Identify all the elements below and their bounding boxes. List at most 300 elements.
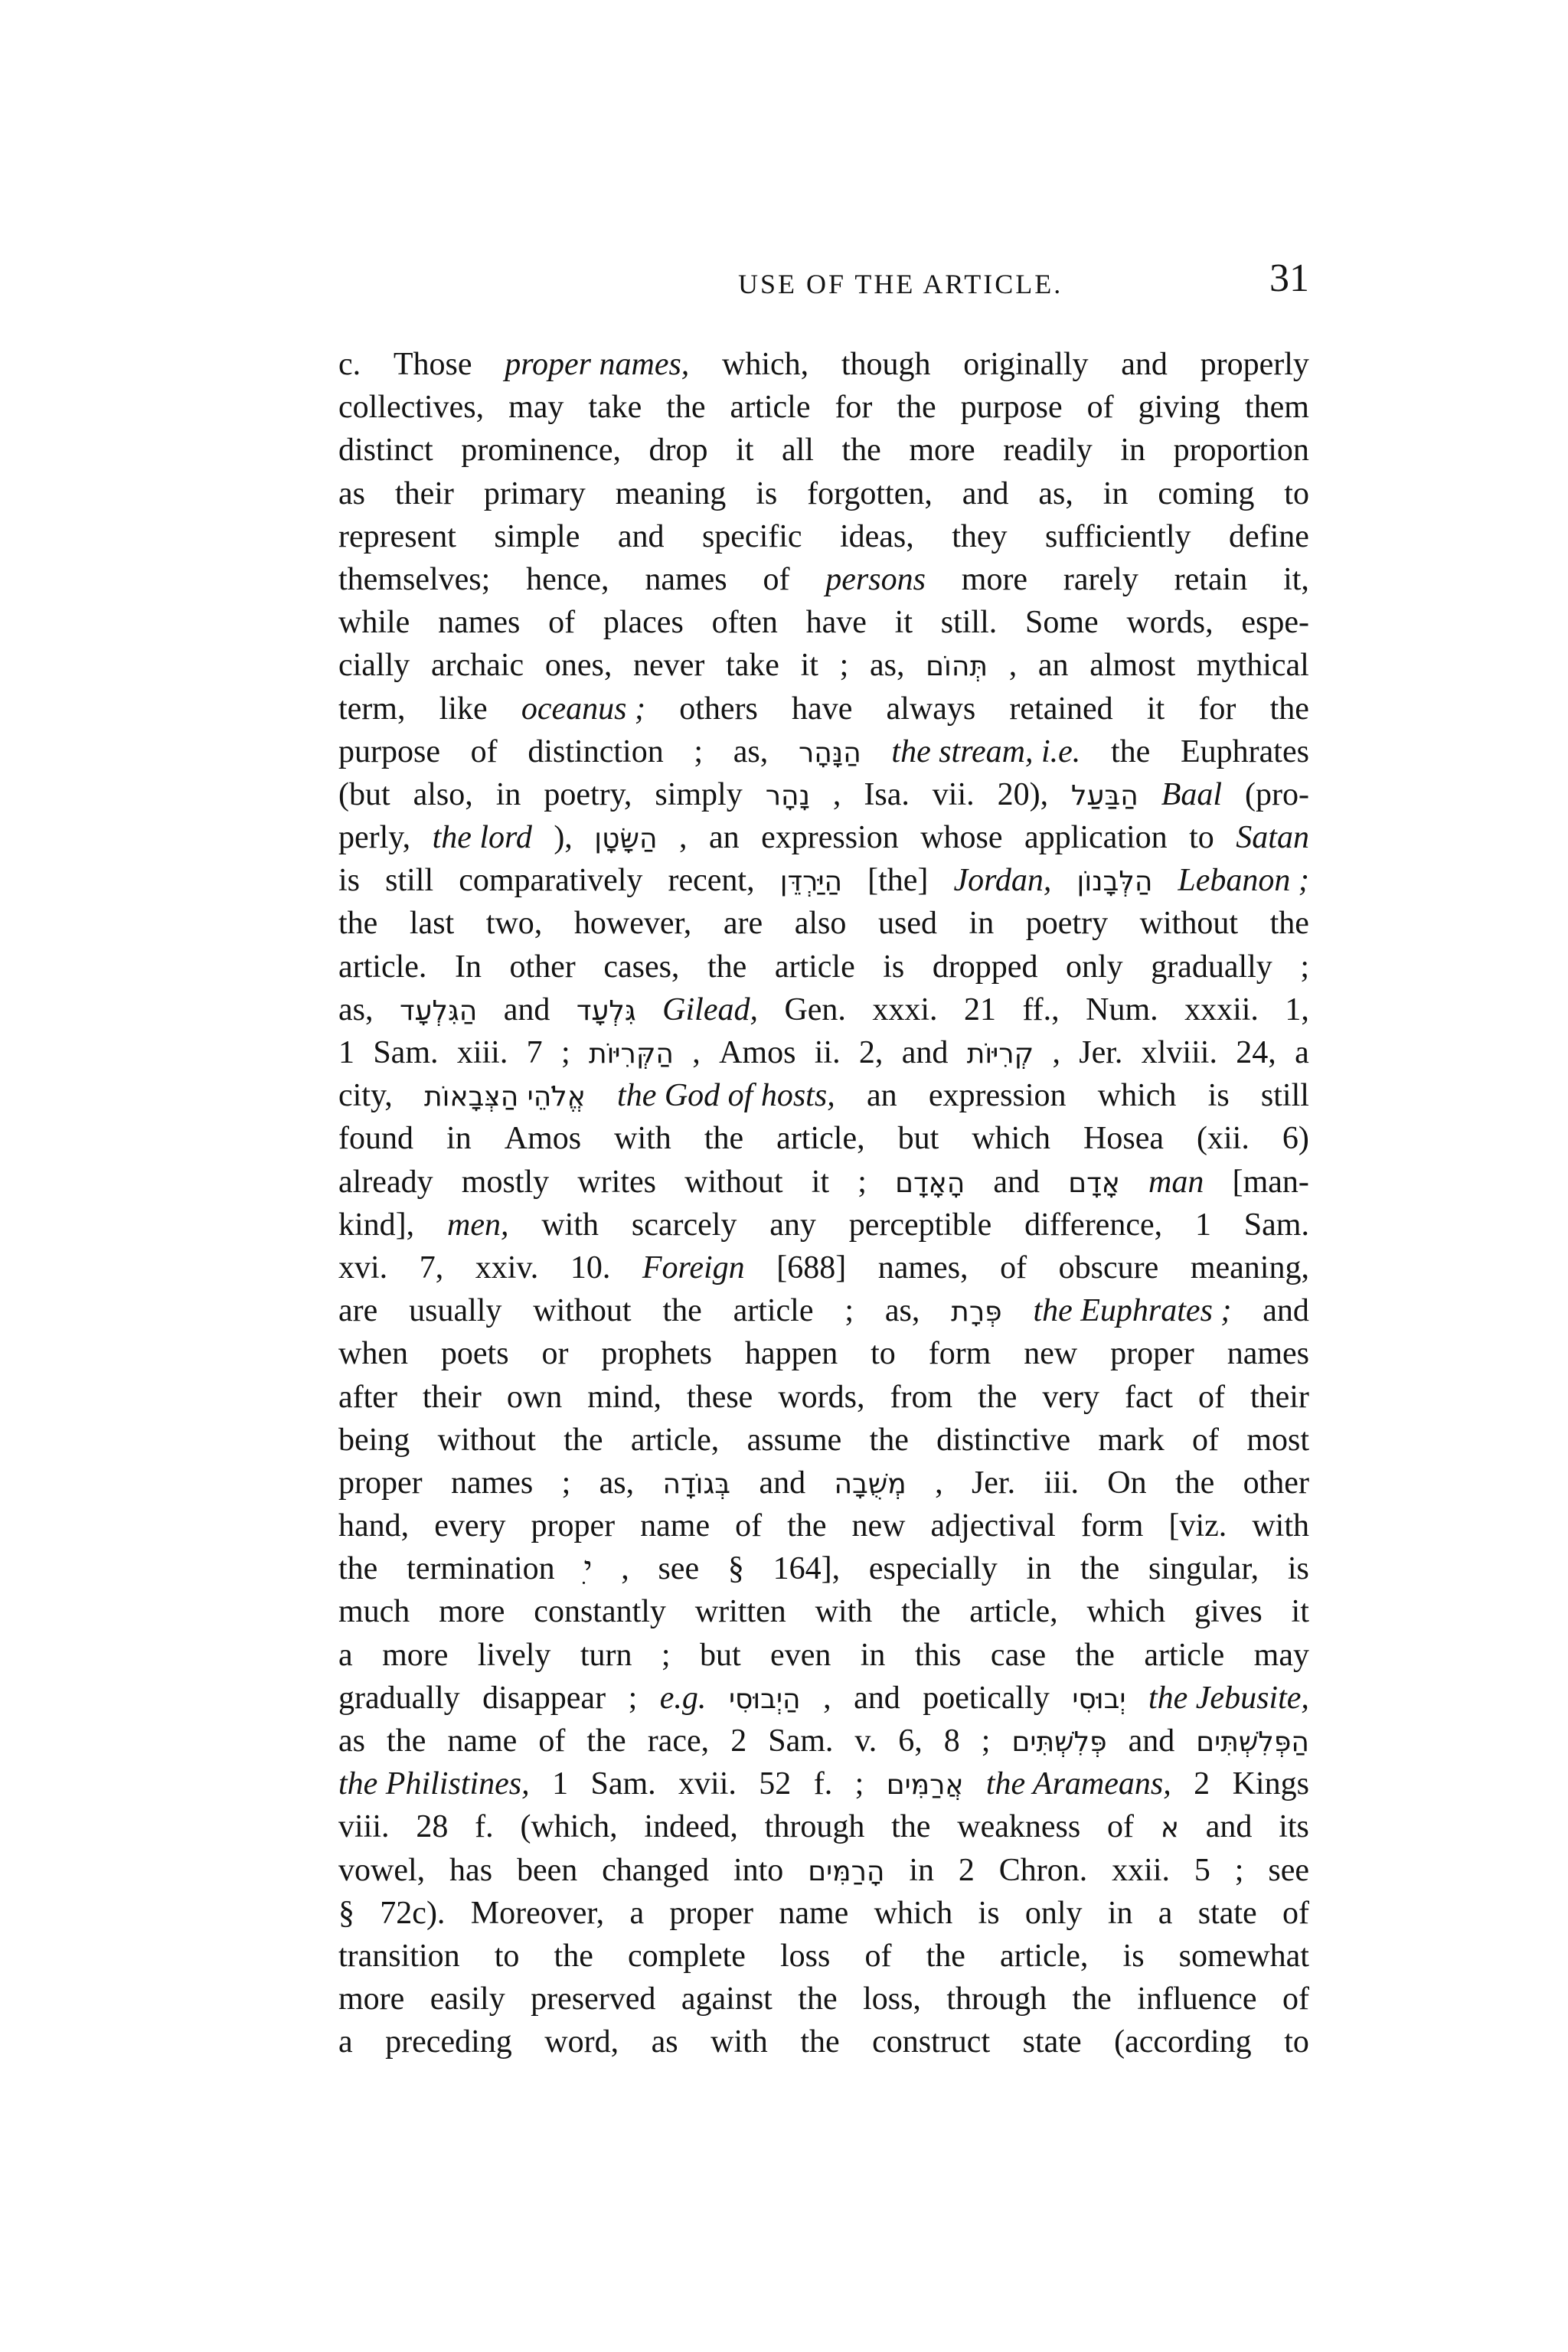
word: , [621, 1551, 629, 1587]
word: fact [1125, 1379, 1173, 1415]
word: Sam. [1243, 1207, 1309, 1243]
word: always [886, 691, 976, 727]
word: vii. [932, 776, 975, 812]
text-line [338, 1031, 1309, 1074]
word: somewhat [1178, 1938, 1309, 1974]
word: own [506, 1379, 563, 1415]
word: others [679, 691, 758, 727]
word: only [1065, 949, 1123, 985]
word: archaic [430, 648, 524, 684]
word: it [894, 605, 913, 641]
word: the [387, 1723, 426, 1759]
text-line [338, 644, 1309, 687]
word: perly, [338, 820, 411, 856]
word: a [629, 1895, 645, 1931]
word: are [723, 906, 763, 942]
word: which [874, 1895, 953, 1931]
word: they [952, 518, 1008, 554]
word: the [978, 1379, 1018, 1415]
word: [viz. [1168, 1508, 1227, 1544]
word: mark [1098, 1422, 1165, 1458]
word: , [678, 820, 688, 856]
word: every [434, 1508, 506, 1544]
word: 2 [730, 1723, 747, 1759]
word: drop [648, 433, 708, 469]
word: proper [338, 1465, 423, 1501]
word: the [800, 2024, 840, 2060]
word: ; [694, 733, 704, 769]
word: of [1282, 1981, 1309, 2017]
word: found [338, 1121, 413, 1157]
hebrew-word: תְּהוֹם [926, 651, 988, 683]
word: comparatively [459, 863, 643, 899]
page-number: 31 [1269, 256, 1309, 300]
hebrew-word: א [1160, 1812, 1179, 1844]
word: very [1042, 1379, 1100, 1415]
word: [man- [1232, 1164, 1309, 1200]
word: primary [483, 475, 586, 511]
word: them [1244, 390, 1309, 426]
word: xxxii. [1184, 991, 1259, 1027]
word: , [692, 1035, 701, 1070]
word: most [1246, 1422, 1309, 1458]
hebrew-word: בְּגוֹדָה [662, 1468, 731, 1500]
word: and [854, 1680, 900, 1716]
word: [688] [776, 1250, 847, 1285]
text-line [338, 730, 1309, 773]
word: kind], [338, 1207, 415, 1243]
word: article, [1000, 1938, 1089, 1974]
word: names [645, 561, 727, 597]
word: expression [928, 1078, 1067, 1114]
word: scarcely [631, 1207, 737, 1243]
word: without [684, 1164, 783, 1200]
word: e.g. [659, 1680, 707, 1716]
text-line [338, 343, 1309, 386]
word: still. [940, 605, 998, 641]
word: words, [778, 1379, 865, 1415]
word: recent, [668, 863, 755, 899]
word: proper [531, 1508, 616, 1544]
text-line [338, 1462, 1309, 1504]
word: of [548, 605, 576, 641]
word: more [909, 433, 975, 469]
word: which [1097, 1078, 1177, 1114]
word: originally [963, 347, 1089, 382]
word: through [764, 1809, 865, 1845]
word: ; [839, 648, 849, 684]
word: ; [628, 1680, 638, 1716]
word: proper [1110, 1336, 1194, 1372]
word: the God of hosts, [617, 1078, 835, 1114]
word: as, [338, 991, 374, 1027]
word: § [338, 1895, 354, 1931]
word: 1 [1194, 1207, 1211, 1243]
word: article, [969, 1594, 1058, 1630]
running-title: USE OF THE ARTICLE. [738, 269, 1063, 299]
word: rarely [1063, 561, 1138, 597]
word: and [759, 1465, 806, 1501]
word: of [1282, 1895, 1309, 1931]
word: 28 [416, 1809, 449, 1845]
word: ), [554, 820, 573, 856]
word: the [901, 1594, 941, 1630]
word: ; [858, 1164, 867, 1200]
word: the [1080, 1551, 1120, 1587]
word: construct [872, 2024, 991, 2060]
word: without [437, 1422, 536, 1458]
word: last [409, 906, 455, 942]
text-line [338, 1161, 1309, 1204]
word: 2 [958, 1852, 975, 1888]
text-line [338, 688, 1309, 730]
word: poetry [1025, 906, 1109, 942]
word: in [860, 1637, 886, 1673]
word: name [640, 1508, 710, 1544]
word: retain [1174, 561, 1248, 597]
word: however, [573, 906, 692, 942]
word: Sam. [373, 1035, 439, 1070]
word: of [864, 1938, 892, 1974]
word: meaning [615, 475, 727, 511]
word: the [1269, 906, 1309, 942]
word: is [338, 863, 361, 899]
word: after [338, 1379, 397, 1415]
word: being [338, 1422, 410, 1458]
word: Num. [1086, 991, 1158, 1027]
word: as, [733, 733, 769, 769]
word: as, [599, 1465, 635, 1501]
word: without [1139, 906, 1239, 942]
word: Sam. [768, 1723, 834, 1759]
word: 6) [1282, 1121, 1309, 1157]
word: the [891, 1809, 931, 1845]
hebrew-word: מְשֻׁבָה [834, 1468, 906, 1500]
word: more [961, 561, 1028, 597]
word: article, [776, 1121, 865, 1157]
word: viii. [338, 1809, 390, 1845]
word: , [832, 776, 841, 812]
word: mostly [461, 1164, 550, 1200]
word: are [338, 1293, 378, 1329]
word: of [1197, 1379, 1225, 1415]
hebrew-word: אֲרַמִּים [886, 1769, 964, 1802]
text-line [338, 816, 1309, 859]
word: lively [477, 1637, 551, 1673]
word: all [781, 433, 814, 469]
word: mythical [1196, 648, 1309, 684]
word: the [586, 1723, 626, 1759]
word: names [450, 1465, 534, 1501]
word: (according [1114, 2024, 1252, 2060]
word: their [1250, 1379, 1309, 1415]
word: of [1086, 390, 1114, 426]
word: when [338, 1336, 408, 1372]
word: the Euphrates ; [1033, 1293, 1232, 1329]
word: form [928, 1336, 991, 1372]
word: article. [338, 949, 427, 985]
word: the [707, 949, 747, 985]
text-line [338, 1332, 1309, 1375]
word: turn [580, 1637, 632, 1673]
word: of [763, 561, 790, 597]
word: more [382, 1637, 449, 1673]
hebrew-word: הַיַּרְדֵּן [779, 866, 843, 898]
word: as, [869, 648, 905, 684]
word: much [338, 1594, 410, 1630]
word: hand, [338, 1508, 410, 1544]
word: f. [813, 1766, 833, 1802]
hebrew-word: פְּרָת [951, 1296, 1002, 1328]
word: and [1121, 347, 1168, 382]
word: Baal [1161, 776, 1223, 812]
word: v. [854, 1723, 877, 1759]
text-line [338, 773, 1309, 816]
word: application [1024, 820, 1168, 856]
word: dropped [932, 949, 1038, 985]
text-line [338, 1074, 1309, 1117]
hebrew-word: קְרִיּוֹת [966, 1038, 1034, 1070]
word: it [736, 433, 754, 469]
word: purpose [338, 733, 440, 769]
word: Jordan, [953, 863, 1052, 899]
word: indeed, [644, 1809, 738, 1845]
word: 2, [858, 1035, 884, 1070]
word: with [1252, 1508, 1309, 1544]
word: hence, [526, 561, 609, 597]
word: but [699, 1637, 741, 1673]
text-line [338, 1677, 1309, 1720]
word: into [733, 1852, 784, 1888]
word: and [503, 991, 550, 1027]
word: Euphrates [1181, 733, 1309, 769]
word: is [756, 475, 778, 511]
word: poetry, [544, 776, 632, 812]
word: take [588, 390, 642, 426]
word: In [454, 949, 482, 985]
word: disappear [482, 1680, 606, 1716]
word: complete [627, 1938, 746, 1974]
word: xiii. [456, 1035, 508, 1070]
word: as [651, 2024, 678, 2060]
word: an [866, 1078, 897, 1114]
word: in [969, 906, 995, 942]
word: 8 [943, 1723, 960, 1759]
word: with [710, 2024, 768, 2060]
word: still [1260, 1078, 1309, 1114]
word: their [394, 475, 454, 511]
word: as, [1038, 475, 1073, 511]
word: see [658, 1551, 700, 1587]
word: while [338, 605, 410, 641]
word: ; [1300, 949, 1309, 985]
word: new [851, 1508, 906, 1544]
word: Hosea [1083, 1121, 1164, 1157]
word: been [516, 1852, 578, 1888]
word: Moreover, [470, 1895, 605, 1931]
word: retained [1009, 691, 1113, 727]
word: distinction [528, 733, 664, 769]
word: in [1107, 1895, 1133, 1931]
word: though [841, 347, 931, 382]
word: vowel, [338, 1852, 426, 1888]
word: the [554, 1938, 593, 1974]
word: especially [868, 1551, 998, 1587]
word: which [1086, 1594, 1166, 1630]
word: Chron. [998, 1852, 1088, 1888]
hebrew-word: יְבוּסִי [1072, 1683, 1126, 1715]
hebrew-word: הָרַמִּים [808, 1855, 885, 1887]
word: is [883, 949, 905, 985]
word: Amos [504, 1121, 582, 1157]
word: Jer. [1079, 1035, 1123, 1070]
text-line [338, 1117, 1309, 1160]
word: coming [1158, 475, 1255, 511]
word: oceanus ; [521, 691, 645, 727]
text-line [338, 946, 1309, 988]
word: from [890, 1379, 953, 1415]
hebrew-word: הַנָּהָר [798, 737, 861, 769]
word: names [438, 605, 521, 641]
word: assume [746, 1422, 842, 1458]
word: purpose [960, 390, 1063, 426]
word: its [1279, 1809, 1309, 1845]
word: 1 [552, 1766, 569, 1802]
word: like [439, 691, 488, 727]
word: ii. [814, 1035, 841, 1070]
word: this [914, 1637, 962, 1673]
word: has [449, 1852, 493, 1888]
word: xvi. [338, 1250, 388, 1285]
word: a [1295, 1035, 1309, 1070]
word: word, [544, 2024, 619, 2060]
word: On [1107, 1465, 1147, 1501]
word: it [811, 1164, 830, 1200]
word: proportion [1173, 433, 1309, 469]
word: and [993, 1164, 1040, 1200]
word: Kings [1232, 1766, 1309, 1802]
word: words, [1126, 605, 1214, 641]
word: sufficiently [1045, 518, 1191, 554]
word: transition [338, 1938, 460, 1974]
word: new [1024, 1336, 1078, 1372]
text-line [338, 859, 1309, 902]
word: two, [485, 906, 543, 942]
word: ideas, [839, 518, 914, 554]
word: case [990, 1637, 1047, 1673]
word: preserved [531, 1981, 656, 2017]
word: (but [338, 776, 390, 812]
body-paragraph [338, 343, 1309, 2064]
word: in [495, 776, 521, 812]
hebrew-word: אָדָם [1068, 1167, 1120, 1199]
word: the [662, 1293, 702, 1329]
text-line [338, 386, 1309, 429]
word: , [935, 1465, 943, 1501]
word: poets [440, 1336, 509, 1372]
text-line [338, 1935, 1309, 1978]
word: the [338, 906, 378, 942]
hebrew-word: הַלְּבָנוֹן [1076, 866, 1153, 898]
word: their [422, 1379, 482, 1415]
word: 5 [1194, 1852, 1210, 1888]
word: term, [338, 691, 406, 727]
word: is [1287, 1551, 1309, 1587]
word: 6, [898, 1723, 923, 1759]
word: is [1122, 1938, 1145, 1974]
word: ff., [1022, 991, 1060, 1027]
word: is [1207, 1078, 1230, 1114]
word: f. [475, 1809, 494, 1845]
word: Satan [1236, 820, 1309, 856]
hebrew-word: נָהָר [765, 779, 810, 812]
word: 72c). [380, 1895, 446, 1931]
text-line [338, 1246, 1309, 1289]
word: even [770, 1637, 831, 1673]
hebrew-word: הַגִּלְעָד [399, 995, 478, 1027]
word: more [338, 1981, 405, 2017]
word: [the] [867, 863, 929, 899]
word: but [897, 1121, 939, 1157]
word: 164], [773, 1551, 841, 1587]
word: ִי [583, 1551, 593, 1587]
text-line [338, 1805, 1309, 1848]
word: have [805, 605, 867, 641]
text-line [338, 1892, 1309, 1935]
word: name [447, 1723, 518, 1759]
word: never [633, 648, 705, 684]
word: the [1072, 1981, 1112, 2017]
word: gradually [1151, 949, 1272, 985]
word: with [541, 1207, 599, 1243]
word: , [1008, 648, 1018, 684]
word: an [1037, 648, 1069, 684]
word: usually [409, 1293, 502, 1329]
word: simply [655, 776, 743, 812]
word: Sam. [590, 1766, 656, 1802]
word: meaning, [1190, 1250, 1309, 1285]
word: which, [722, 347, 809, 382]
text-line [338, 1547, 1309, 1590]
word: the [666, 390, 706, 426]
word: as, [884, 1293, 920, 1329]
word: without [533, 1293, 632, 1329]
word: Those [393, 347, 472, 382]
word: the [1111, 733, 1151, 769]
text-line [338, 1289, 1309, 1332]
word: of [1000, 1250, 1027, 1285]
word: obscure [1058, 1250, 1159, 1285]
word: have [792, 691, 853, 727]
word: for [835, 390, 873, 426]
word: and [962, 475, 1009, 511]
word: Some [1025, 605, 1099, 641]
word: names, [877, 1250, 969, 1285]
word: places [603, 605, 684, 641]
word: a [338, 2024, 353, 2060]
word: to [871, 1336, 896, 1372]
word: the Jebusite, [1148, 1680, 1309, 1716]
word: it [1291, 1594, 1309, 1630]
hebrew-word: הַיְבוּסִי [728, 1683, 801, 1715]
word: simple [494, 518, 580, 554]
word: Gilead, [662, 991, 758, 1027]
word: define [1228, 518, 1309, 554]
word: article, [630, 1422, 720, 1458]
word: still [385, 863, 434, 899]
word: gives [1194, 1594, 1263, 1630]
hebrew-word: פְּלִשְׁתִּים [1011, 1726, 1107, 1758]
